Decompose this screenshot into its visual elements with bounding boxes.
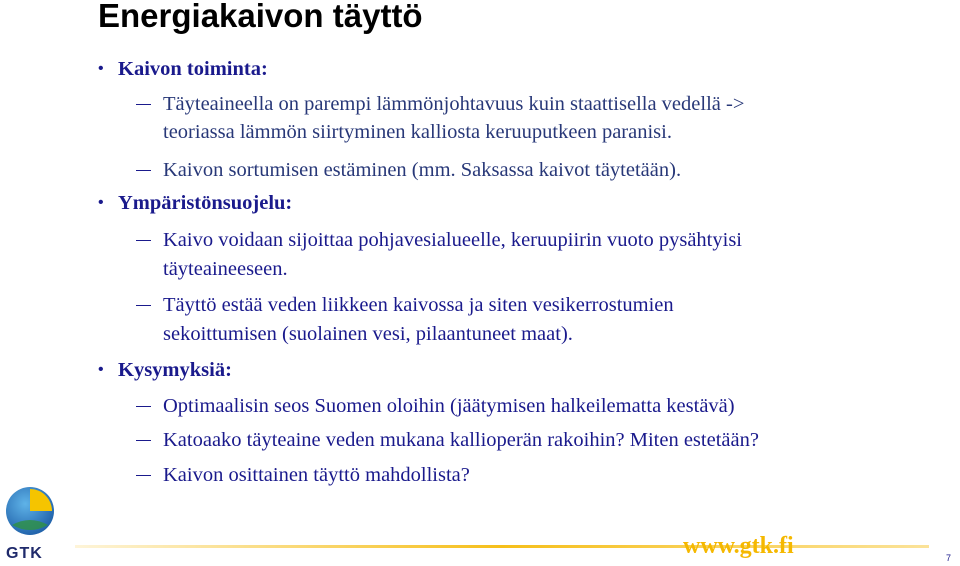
dash-icon [136,475,151,476]
logo-text: GTK [6,545,43,562]
footer-divider [75,545,929,548]
dash-icon [136,240,151,241]
dash-icon [136,406,151,407]
dash-icon [136,170,151,171]
slide-title: Energiakaivon täyttö [98,0,423,34]
section-heading-text: Kaivon toiminta: [118,58,268,80]
bullet-icon: • [98,194,104,211]
bullet-icon: • [98,361,104,378]
bullet-icon: • [98,60,104,77]
section-heading-kaivon-toiminta [98,57,268,81]
list-item-line: Kaivo voidaan sijoittaa pohjavesialueelle, keruupiirin vuoto pysähtyisi [163,229,742,251]
section-heading-kysymyksia [98,358,232,382]
list-item-line: teoriassa lämmön siirtyminen kalliosta keruuputkeen paranisi. [163,121,672,143]
list-item-line: Katoaako täyteaine veden mukana kallioperän rakoihin? Miten estetään? [163,429,759,451]
section-heading-text: Kysymyksiä: [118,359,232,381]
dash-icon [136,440,151,441]
dash-icon [136,104,151,105]
list-item-line: Optimaalisin seos Suomen oloihin (jäätymisen halkeilematta kestävä) [163,395,735,417]
dash-icon [136,305,151,306]
list-item-line: Täyteaineella on parempi lämmönjohtavuus kuin staattisella vedellä -> [163,93,745,115]
section-heading-text: Ympäristönsuojelu: [118,192,293,214]
list-item-line: täyteaineeseen. [163,258,288,280]
list-item-line: Täyttö estää veden liikkeen kaivossa ja siten vesikerrostumien [163,294,674,316]
website-link[interactable]: www.gtk.fi [683,533,794,559]
list-item-line: Kaivon osittainen täyttö mahdollista? [163,464,470,486]
page-number: 7 [946,553,952,563]
list-item-line: Kaivon sortumisen estäminen (mm. Saksassa kaivot täytetään). [163,159,682,181]
list-item-line: sekoittumisen (suolainen vesi, pilaantuneet maat). [163,323,573,345]
section-heading-ymparistonsuojelu [98,191,292,215]
